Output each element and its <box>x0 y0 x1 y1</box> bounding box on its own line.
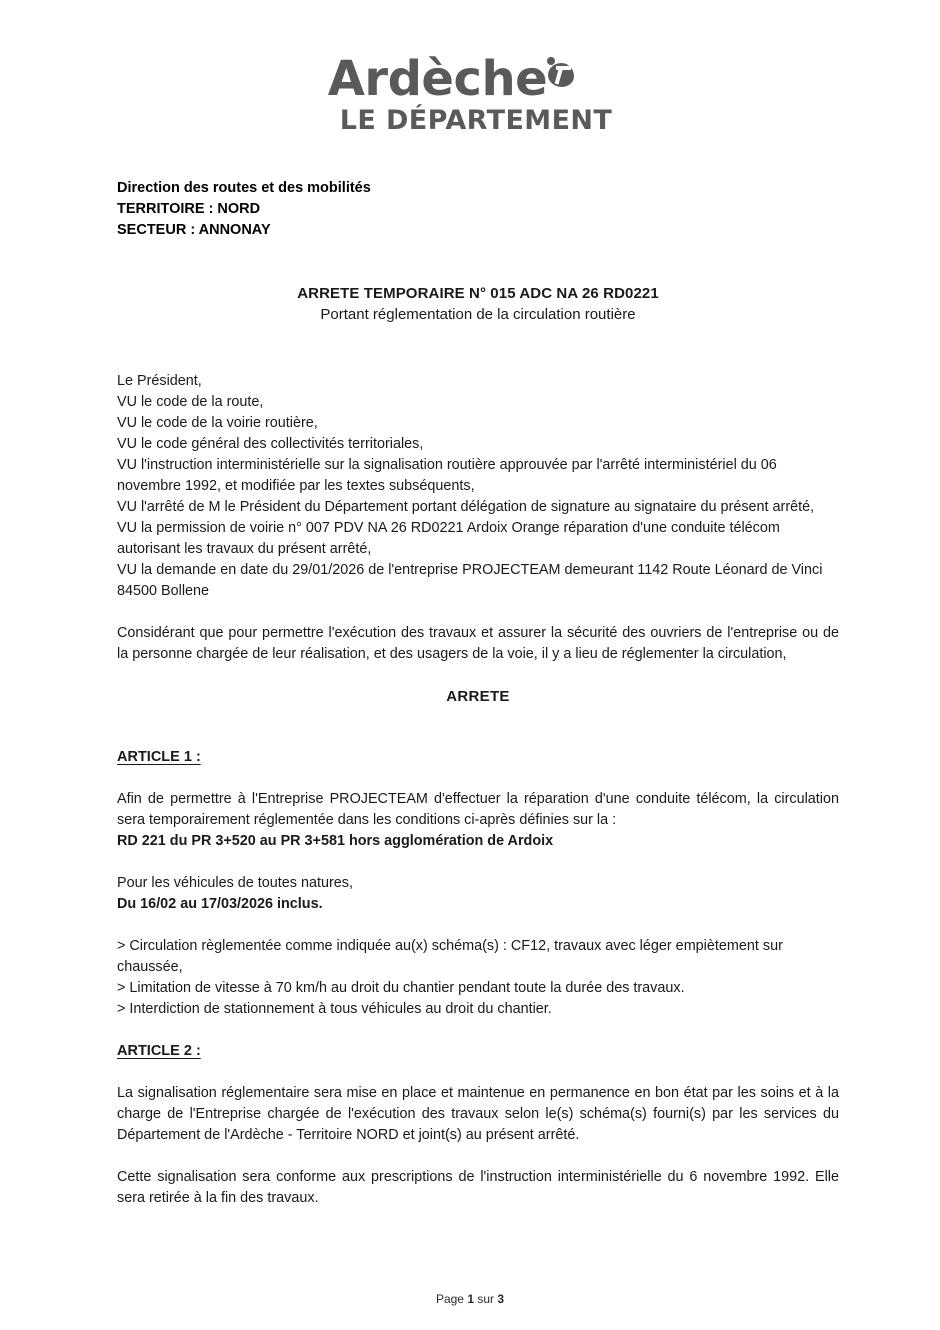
spacer <box>117 602 839 623</box>
ardeche-logo <box>0 51 940 136</box>
page-title: ARRETE TEMPORAIRE N° 015 ADC NA 26 RD0221 <box>297 285 659 302</box>
decision-heading: ARRETE <box>446 688 510 705</box>
spacer <box>117 1062 839 1083</box>
spacer <box>117 1020 839 1041</box>
article-1-measure-1: > Limitation de vitesse à 70 km/h au droit du chantier pendant toute la durée des travaux. <box>117 980 685 996</box>
spacer <box>117 1146 839 1167</box>
service-territoire: TERRITOIRE : NORD <box>117 201 261 217</box>
page-footer <box>0 1292 940 1306</box>
spacer <box>117 665 839 686</box>
ardeche-leaf-mark-icon <box>545 57 577 87</box>
document-title-block <box>117 285 839 323</box>
service-header <box>117 178 371 241</box>
article-1-heading: ARTICLE 1 : <box>117 749 201 765</box>
footer-prefix: Page <box>435 1292 468 1306</box>
article-1-vehicles: Pour les véhicules de toutes natures, <box>117 875 353 891</box>
article-1-measure-0: > Circulation règlementée comme indiquée au(x) schéma(s) : CF12, travaux avec léger empiètement sur chaussée, <box>117 938 783 975</box>
service-direction: Direction des routes et des mobilités <box>117 180 371 196</box>
document-body <box>117 371 839 1209</box>
article-2-paragraph-1: La signalisation réglementaire sera mise en place et maintenue en permanence en bon état par les soins et à la charge de l'Entreprise chargée de l'exécution des travaux selon le(s) schéma(s) fourni(s) par les services du Département de l'Ardèche - Territoire NORD et joint(s) au présent arrêté. <box>117 1085 839 1143</box>
preamble-line-5: VU l'arrêté de M le Président du Département portant délégation de signature au signataire du présent arrêté, <box>117 499 815 515</box>
page-subtitle: Portant réglementation de la circulation routière <box>320 306 636 323</box>
article-1-road-spec: RD 221 du PR 3+520 au PR 3+581 hors agglomération de Ardoix <box>117 833 554 849</box>
article-1-dates: Du 16/02 au 17/03/2026 inclus. <box>117 896 323 912</box>
logo-subtitle: LE DÉPARTEMENT <box>339 105 613 136</box>
logo-inner <box>327 51 613 136</box>
preamble-line-1: VU le code de la route, <box>117 394 264 410</box>
preamble-line-0: Le Président, <box>117 373 202 389</box>
article-2-heading: ARTICLE 2 : <box>117 1043 201 1059</box>
preamble-line-6: VU la permission de voirie n° 007 PDV NA 26 RD0221 Ardoix Orange réparation d'une conduite télécom autorisant les travaux du présent arrêté, <box>117 520 780 557</box>
preamble-line-3: VU le code général des collectivités territoriales, <box>117 436 424 452</box>
article-2-paragraph-2: Cette signalisation sera conforme aux prescriptions de l'instruction interministérielle du 6 novembre 1992. Elle sera retirée à la fin des travaux. <box>117 1169 839 1206</box>
article-1-paragraph: Afin de permettre à l'Entreprise PROJECTEAM d'effectuer la réparation d'une conduite télécom, la circulation sera temporairement réglementée dans les conditions ci-après définies sur la : <box>117 791 839 828</box>
service-secteur: SECTEUR : ANNONAY <box>117 222 271 238</box>
footer-current-page: 1 <box>467 1292 474 1306</box>
footer-middle: sur <box>474 1292 498 1306</box>
spacer <box>117 707 839 747</box>
article-1-measure-2: > Interdiction de stationnement à tous véhicules au droit du chantier. <box>117 1001 552 1017</box>
preamble-line-2: VU le code de la voirie routière, <box>117 415 318 431</box>
article-1-heading-row <box>117 747 839 768</box>
spacer <box>117 852 839 873</box>
preamble-block <box>117 371 839 602</box>
preamble-line-4: VU l'instruction interministérielle sur la signalisation routière approuvée par l'arrêté interministériel du 06 novembre 1992, et modifiée par les textes subséquents, <box>117 457 777 494</box>
logo-wordmark-row <box>327 51 612 107</box>
spacer <box>117 768 839 789</box>
considering-paragraph: Considérant que pour permettre l'exécution des travaux et assurer la sécurité des ouvriers de l'entreprise ou de la personne chargée de leur réalisation, et des usagers de la voie, il y a lieu de réglementer la circulation, <box>117 625 839 662</box>
logo-wordmark: Ardèche <box>327 51 548 107</box>
article-2-heading-row <box>117 1041 839 1062</box>
spacer <box>117 915 839 936</box>
preamble-line-7: VU la demande en date du 29/01/2026 de l'entreprise PROJECTEAM demeurant 1142 Route Léonard de Vinci 84500 Bollene <box>117 562 823 599</box>
footer-total-pages: 3 <box>497 1292 505 1306</box>
